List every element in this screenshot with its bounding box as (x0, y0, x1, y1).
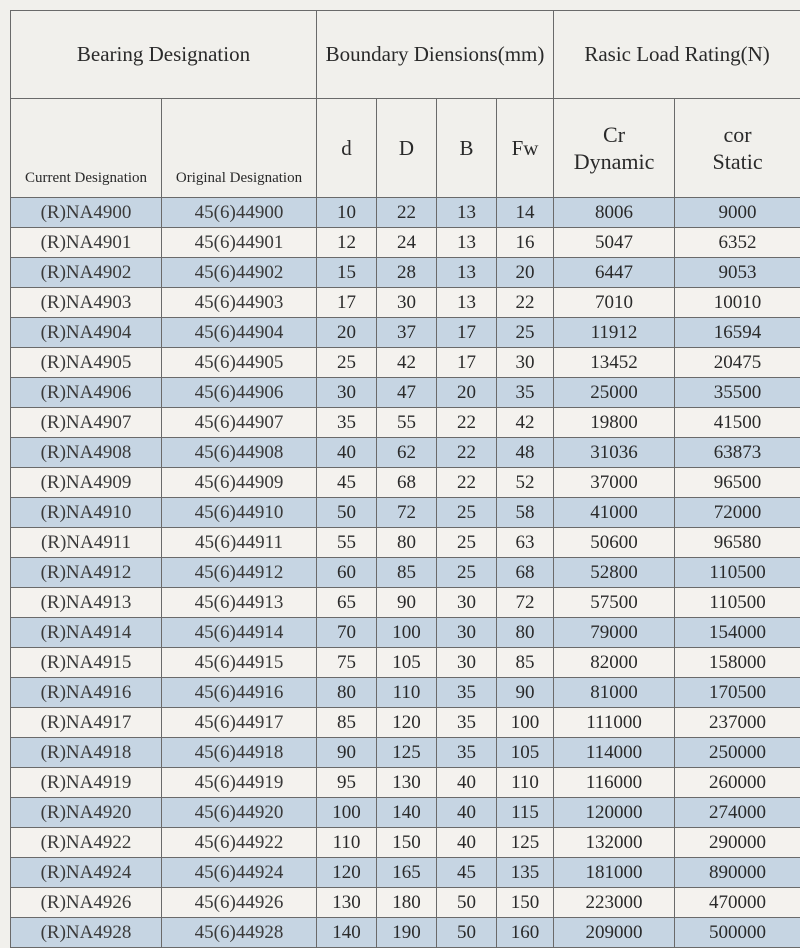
D-cell: 30 (377, 288, 437, 318)
d-cell: 110 (317, 828, 377, 858)
table-row (11, 708, 800, 738)
original-designation-cell: 45(6)44926 (162, 888, 317, 918)
cr-dynamic-cell: 223000 (554, 888, 675, 918)
Fw-cell: 35 (497, 378, 554, 408)
cr-dynamic-cell: 111000 (554, 708, 675, 738)
current-designation-cell: (R)NA4904 (11, 318, 162, 348)
cor-static-cell: 9053 (675, 258, 800, 288)
original-designation-cell: 45(6)44915 (162, 648, 317, 678)
cor-static-cell: 63873 (675, 438, 800, 468)
cor-static-cell: 9000 (675, 198, 800, 228)
table-row (11, 888, 800, 918)
d-cell: 70 (317, 618, 377, 648)
D-cell: 190 (377, 918, 437, 948)
table-body (11, 198, 800, 948)
D-cell: 125 (377, 738, 437, 768)
D-cell: 90 (377, 588, 437, 618)
D-cell: 180 (377, 888, 437, 918)
original-designation-cell: 45(6)44907 (162, 408, 317, 438)
D-cell: 150 (377, 828, 437, 858)
d-cell: 30 (317, 378, 377, 408)
cor-static-cell: 72000 (675, 498, 800, 528)
D-cell: 72 (377, 498, 437, 528)
d-cell: 65 (317, 588, 377, 618)
cor-static-cell: 237000 (675, 708, 800, 738)
Fw-cell: 22 (497, 288, 554, 318)
Fw-cell: 68 (497, 558, 554, 588)
current-designation-cell: (R)NA4916 (11, 678, 162, 708)
d-cell: 15 (317, 258, 377, 288)
current-designation-cell: (R)NA4910 (11, 498, 162, 528)
original-designation-cell: 45(6)44918 (162, 738, 317, 768)
original-designation-cell: 45(6)44912 (162, 558, 317, 588)
B-cell: 22 (437, 438, 497, 468)
Fw-cell: 110 (497, 768, 554, 798)
D-cell: 28 (377, 258, 437, 288)
B-cell: 25 (437, 498, 497, 528)
current-designation-cell: (R)NA4913 (11, 588, 162, 618)
D-cell: 100 (377, 618, 437, 648)
table-row (11, 918, 800, 948)
Fw-header: Fw (497, 99, 554, 198)
table-row (11, 438, 800, 468)
cr-dynamic-cell: 120000 (554, 798, 675, 828)
cor-static-cell: 6352 (675, 228, 800, 258)
B-cell: 35 (437, 708, 497, 738)
current-designation-cell: (R)NA4920 (11, 798, 162, 828)
Fw-cell: 90 (497, 678, 554, 708)
Fw-cell: 115 (497, 798, 554, 828)
original-designation-cell: 45(6)44919 (162, 768, 317, 798)
B-cell: 50 (437, 888, 497, 918)
cr-dynamic-cell: 209000 (554, 918, 675, 948)
original-designation-cell: 45(6)44914 (162, 618, 317, 648)
cr-dynamic-cell: 7010 (554, 288, 675, 318)
d-cell: 25 (317, 348, 377, 378)
Fw-cell: 100 (497, 708, 554, 738)
original-designation-cell: 45(6)44902 (162, 258, 317, 288)
original-designation-cell: 45(6)44900 (162, 198, 317, 228)
D-cell: 120 (377, 708, 437, 738)
table-row (11, 558, 800, 588)
B-cell: 40 (437, 828, 497, 858)
B-cell: 40 (437, 798, 497, 828)
D-cell: 55 (377, 408, 437, 438)
cor-static-cell: 250000 (675, 738, 800, 768)
Fw-cell: 63 (497, 528, 554, 558)
B-cell: 22 (437, 408, 497, 438)
d-cell: 75 (317, 648, 377, 678)
B-cell: 30 (437, 648, 497, 678)
table-row (11, 588, 800, 618)
B-cell: 22 (437, 468, 497, 498)
B-cell: 17 (437, 348, 497, 378)
Fw-cell: 48 (497, 438, 554, 468)
Fw-cell: 105 (497, 738, 554, 768)
table-row (11, 648, 800, 678)
D-cell: 22 (377, 198, 437, 228)
D-cell: 62 (377, 438, 437, 468)
table-row (11, 408, 800, 438)
Fw-cell: 20 (497, 258, 554, 288)
current-designation-cell: (R)NA4915 (11, 648, 162, 678)
current-designation-cell: (R)NA4907 (11, 408, 162, 438)
cor-static-header (675, 99, 800, 198)
d-cell: 55 (317, 528, 377, 558)
cr-dynamic-cell: 19800 (554, 408, 675, 438)
D-cell: 42 (377, 348, 437, 378)
cr-dynamic-cell: 25000 (554, 378, 675, 408)
Fw-cell: 160 (497, 918, 554, 948)
table-row (11, 528, 800, 558)
table-row (11, 498, 800, 528)
table-row (11, 198, 800, 228)
original-designation-cell: 45(6)44928 (162, 918, 317, 948)
original-designation-cell: 45(6)44904 (162, 318, 317, 348)
current-designation-cell: (R)NA4908 (11, 438, 162, 468)
cr-dynamic-cell: 114000 (554, 738, 675, 768)
original-designation-header: Original Designation (162, 99, 317, 198)
cr-dynamic-cell: 57500 (554, 588, 675, 618)
d-cell: 20 (317, 318, 377, 348)
d-cell: 100 (317, 798, 377, 828)
current-designation-cell: (R)NA4911 (11, 528, 162, 558)
table-row (11, 618, 800, 648)
cr-dynamic-cell: 52800 (554, 558, 675, 588)
B-cell: 35 (437, 678, 497, 708)
B-cell: 45 (437, 858, 497, 888)
original-designation-cell: 45(6)44910 (162, 498, 317, 528)
current-designation-cell: (R)NA4901 (11, 228, 162, 258)
table-row (11, 378, 800, 408)
table-row (11, 288, 800, 318)
original-designation-cell: 45(6)44911 (162, 528, 317, 558)
cr-dynamic-cell: 50600 (554, 528, 675, 558)
B-cell: 50 (437, 918, 497, 948)
cor-static-cell: 170500 (675, 678, 800, 708)
dynamic-label: Dynamic (554, 148, 674, 176)
original-designation-cell: 45(6)44901 (162, 228, 317, 258)
cor-static-cell: 41500 (675, 408, 800, 438)
current-designation-cell: (R)NA4926 (11, 888, 162, 918)
d-cell: 40 (317, 438, 377, 468)
boundary-dimensions-header: Boundary Diensions(mm) (317, 11, 554, 99)
table-row (11, 798, 800, 828)
cor-static-cell: 470000 (675, 888, 800, 918)
cor-static-cell: 16594 (675, 318, 800, 348)
cr-dynamic-cell: 181000 (554, 858, 675, 888)
D-cell: 24 (377, 228, 437, 258)
cr-dynamic-cell: 31036 (554, 438, 675, 468)
current-designation-cell: (R)NA4905 (11, 348, 162, 378)
D-cell: 140 (377, 798, 437, 828)
B-cell: 25 (437, 528, 497, 558)
original-designation-cell: 45(6)44924 (162, 858, 317, 888)
D-cell: 165 (377, 858, 437, 888)
d-cell: 130 (317, 888, 377, 918)
D-cell: 47 (377, 378, 437, 408)
table-row (11, 738, 800, 768)
cr-dynamic-cell: 11912 (554, 318, 675, 348)
d-cell: 80 (317, 678, 377, 708)
d-cell: 120 (317, 858, 377, 888)
current-designation-cell: (R)NA4900 (11, 198, 162, 228)
cr-dynamic-cell: 8006 (554, 198, 675, 228)
cr-dynamic-cell: 82000 (554, 648, 675, 678)
cor-static-cell: 20475 (675, 348, 800, 378)
Fw-cell: 52 (497, 468, 554, 498)
Fw-cell: 85 (497, 648, 554, 678)
B-cell: 30 (437, 618, 497, 648)
cor-static-cell: 110500 (675, 558, 800, 588)
D-cell: 85 (377, 558, 437, 588)
B-cell: 13 (437, 288, 497, 318)
current-designation-cell: (R)NA4902 (11, 258, 162, 288)
current-designation-cell: (R)NA4903 (11, 288, 162, 318)
Fw-cell: 42 (497, 408, 554, 438)
table-row (11, 828, 800, 858)
Fw-cell: 58 (497, 498, 554, 528)
B-cell: 20 (437, 378, 497, 408)
current-designation-cell: (R)NA4906 (11, 378, 162, 408)
cr-dynamic-cell: 13452 (554, 348, 675, 378)
bearing-designation-header: Bearing Designation (11, 11, 317, 99)
table-row (11, 228, 800, 258)
table-row (11, 858, 800, 888)
table-row (11, 768, 800, 798)
cr-label: Cr (554, 121, 674, 149)
cr-dynamic-cell: 5047 (554, 228, 675, 258)
cor-static-cell: 35500 (675, 378, 800, 408)
B-cell: 35 (437, 738, 497, 768)
table-row (11, 468, 800, 498)
Fw-cell: 125 (497, 828, 554, 858)
cr-dynamic-cell: 116000 (554, 768, 675, 798)
original-designation-cell: 45(6)44903 (162, 288, 317, 318)
D-header: D (377, 99, 437, 198)
bearing-spec-table (10, 10, 800, 948)
cr-dynamic-cell: 37000 (554, 468, 675, 498)
original-designation-cell: 45(6)44905 (162, 348, 317, 378)
cor-label: cor (675, 121, 800, 149)
D-cell: 80 (377, 528, 437, 558)
cr-dynamic-header (554, 99, 675, 198)
B-cell: 30 (437, 588, 497, 618)
Fw-cell: 25 (497, 318, 554, 348)
original-designation-cell: 45(6)44906 (162, 378, 317, 408)
original-designation-cell: 45(6)44913 (162, 588, 317, 618)
B-header: B (437, 99, 497, 198)
current-designation-cell: (R)NA4922 (11, 828, 162, 858)
original-designation-cell: 45(6)44909 (162, 468, 317, 498)
current-designation-cell: (R)NA4917 (11, 708, 162, 738)
cor-static-cell: 10010 (675, 288, 800, 318)
cor-static-cell: 158000 (675, 648, 800, 678)
load-rating-header: Rasic Load Rating(N) (554, 11, 800, 99)
B-cell: 25 (437, 558, 497, 588)
cr-dynamic-cell: 79000 (554, 618, 675, 648)
d-cell: 95 (317, 768, 377, 798)
B-cell: 40 (437, 768, 497, 798)
current-designation-cell: (R)NA4914 (11, 618, 162, 648)
Fw-cell: 135 (497, 858, 554, 888)
table-row (11, 258, 800, 288)
Fw-cell: 14 (497, 198, 554, 228)
original-designation-cell: 45(6)44916 (162, 678, 317, 708)
d-cell: 35 (317, 408, 377, 438)
d-cell: 85 (317, 708, 377, 738)
Fw-cell: 72 (497, 588, 554, 618)
original-designation-cell: 45(6)44908 (162, 438, 317, 468)
B-cell: 13 (437, 228, 497, 258)
cor-static-cell: 96500 (675, 468, 800, 498)
original-designation-cell: 45(6)44922 (162, 828, 317, 858)
cor-static-cell: 890000 (675, 858, 800, 888)
table-row (11, 348, 800, 378)
static-label: Static (675, 148, 800, 176)
Fw-cell: 150 (497, 888, 554, 918)
current-designation-cell: (R)NA4909 (11, 468, 162, 498)
B-cell: 13 (437, 258, 497, 288)
cor-static-cell: 154000 (675, 618, 800, 648)
d-cell: 12 (317, 228, 377, 258)
D-cell: 110 (377, 678, 437, 708)
d-cell: 45 (317, 468, 377, 498)
cor-static-cell: 274000 (675, 798, 800, 828)
d-cell: 60 (317, 558, 377, 588)
original-designation-cell: 45(6)44917 (162, 708, 317, 738)
cor-static-cell: 500000 (675, 918, 800, 948)
current-designation-cell: (R)NA4928 (11, 918, 162, 948)
D-cell: 68 (377, 468, 437, 498)
d-cell: 17 (317, 288, 377, 318)
Fw-cell: 80 (497, 618, 554, 648)
cor-static-cell: 96580 (675, 528, 800, 558)
cor-static-cell: 290000 (675, 828, 800, 858)
B-cell: 13 (437, 198, 497, 228)
table-row (11, 318, 800, 348)
current-designation-cell: (R)NA4924 (11, 858, 162, 888)
Fw-cell: 30 (497, 348, 554, 378)
cor-static-cell: 110500 (675, 588, 800, 618)
current-designation-header: Current Designation (11, 99, 162, 198)
original-designation-cell: 45(6)44920 (162, 798, 317, 828)
cr-dynamic-cell: 81000 (554, 678, 675, 708)
cor-static-cell: 260000 (675, 768, 800, 798)
cr-dynamic-cell: 6447 (554, 258, 675, 288)
D-cell: 37 (377, 318, 437, 348)
Fw-cell: 16 (497, 228, 554, 258)
D-cell: 105 (377, 648, 437, 678)
d-cell: 140 (317, 918, 377, 948)
d-header: d (317, 99, 377, 198)
B-cell: 17 (437, 318, 497, 348)
current-designation-cell: (R)NA4912 (11, 558, 162, 588)
d-cell: 90 (317, 738, 377, 768)
cr-dynamic-cell: 41000 (554, 498, 675, 528)
cr-dynamic-cell: 132000 (554, 828, 675, 858)
current-designation-cell: (R)NA4918 (11, 738, 162, 768)
table-row (11, 678, 800, 708)
current-designation-cell: (R)NA4919 (11, 768, 162, 798)
d-cell: 50 (317, 498, 377, 528)
D-cell: 130 (377, 768, 437, 798)
d-cell: 10 (317, 198, 377, 228)
